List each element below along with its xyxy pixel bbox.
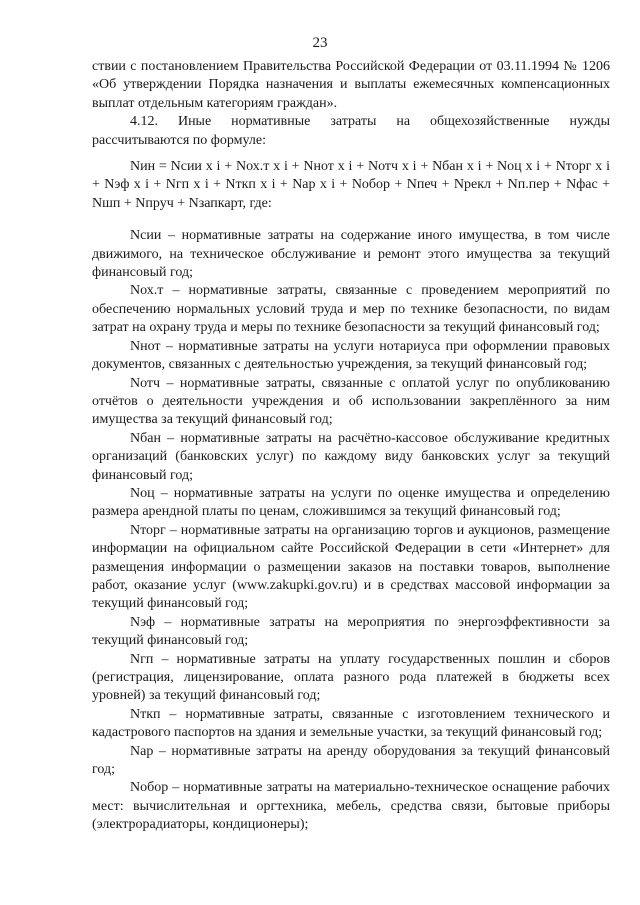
definition-item: Nсии – нормативные затраты на содержание иного имущества, в том числе движимого, на техническое обслуживание и ремонт этого имущества за текущий финансовый год; <box>92 228 610 281</box>
document-body <box>92 58 610 835</box>
definition-item: Nотч – нормативные затраты, связанные с оплатой услуг по опубликованию отчётов о деятельности учреждения и об использовании закреплённого за ним имущества за текущий финансовый год; <box>92 375 610 428</box>
definition-item: Nобор – нормативные затраты на материально-техническое оснащение рабочих мест: вычислительная и оргтехника, мебель, средства связи, бытовые приборы (электрорадиаторы, кондиционеры); <box>92 780 610 833</box>
definition-item: Nбан – нормативные затраты на расчётно-кассовое обслуживание кредитных организаций (банковских услуг) по каждому виду банковских услуг за текущий финансовый год; <box>92 430 610 483</box>
formula-line-2: Nэф x i + Nгп x i + Nткп x i + Nар x i + Nобор + Nпеч + Nрекл + Nп.пер + Nфас + Nшп + <box>92 177 610 211</box>
definition-item: Nгп – нормативные затраты на уплату государственных пошлин и сборов (регистрация, лицензирование, оплата разного рода платежей в бюджеты всех уровней) за текущий финансовый год; <box>92 651 610 704</box>
definition-item: Nторг – нормативные затраты на организацию торгов и аукционов, размещение информации на официальном сайте Российской Федерации в сети «Интернет» для размещения информации о размещении заказов на поставки товаров, выполнение работ, оказание услуг (www.zakupki.gov.ru) и в средствах массовой информации за текущий финансовый год; <box>92 522 610 612</box>
formula <box>92 158 610 213</box>
page-number: 23 <box>312 35 328 51</box>
clause-4-12: 4.12. Иные нормативные затраты на общехозяйственные нужды рассчитываются по формуле: <box>92 114 610 148</box>
formula-line-1: Nин = Nсии x i + Nох.т x i + Nнот x i + Nотч x i + Nбан x i + Nоц x i + Nторг x i + <box>92 159 610 193</box>
definition-item: Nнот – нормативные затраты на услуги нотариуса при оформлении правовых документов, связанных с деятельностью учреждения, за текущий финансовый год; <box>92 338 610 373</box>
definition-item: Nткп – нормативные затраты, связанные с изготовлением технического и кадастрового паспортов на здания и земельные участки, за текущий финансовый год; <box>92 706 610 741</box>
definition-item: Nоц – нормативные затраты на услуги по оценке имущества и определению размера арендной платы по ценам, сложившимся за текущий финансовый год; <box>92 485 610 520</box>
formula-line-3: Nпруч + Nзапкарт, где: <box>135 195 272 211</box>
definition-item: Nар – нормативные затраты на аренду оборудования за текущий финансовый год; <box>92 743 610 778</box>
definition-item: Nох.т – нормативные затраты, связанные с проведением мероприятий по обеспечению нормальных условий труда и мер по технике безопасности, по видам затрат на охрану труда и меры по технике безопасности за текущий финансовый год; <box>92 283 610 336</box>
intro-continuation: ствии с постановлением Правительства Российской Федерации от 03.11.1994 № 1206 «Об утверждении Порядка назначения и выплаты ежемесячных компенсационных выплат отдельным категориям граждан». <box>92 59 610 111</box>
definition-item: Nэф – нормативные затраты на мероприятия по энергоэффективности за текущий финансовый год; <box>92 614 610 649</box>
